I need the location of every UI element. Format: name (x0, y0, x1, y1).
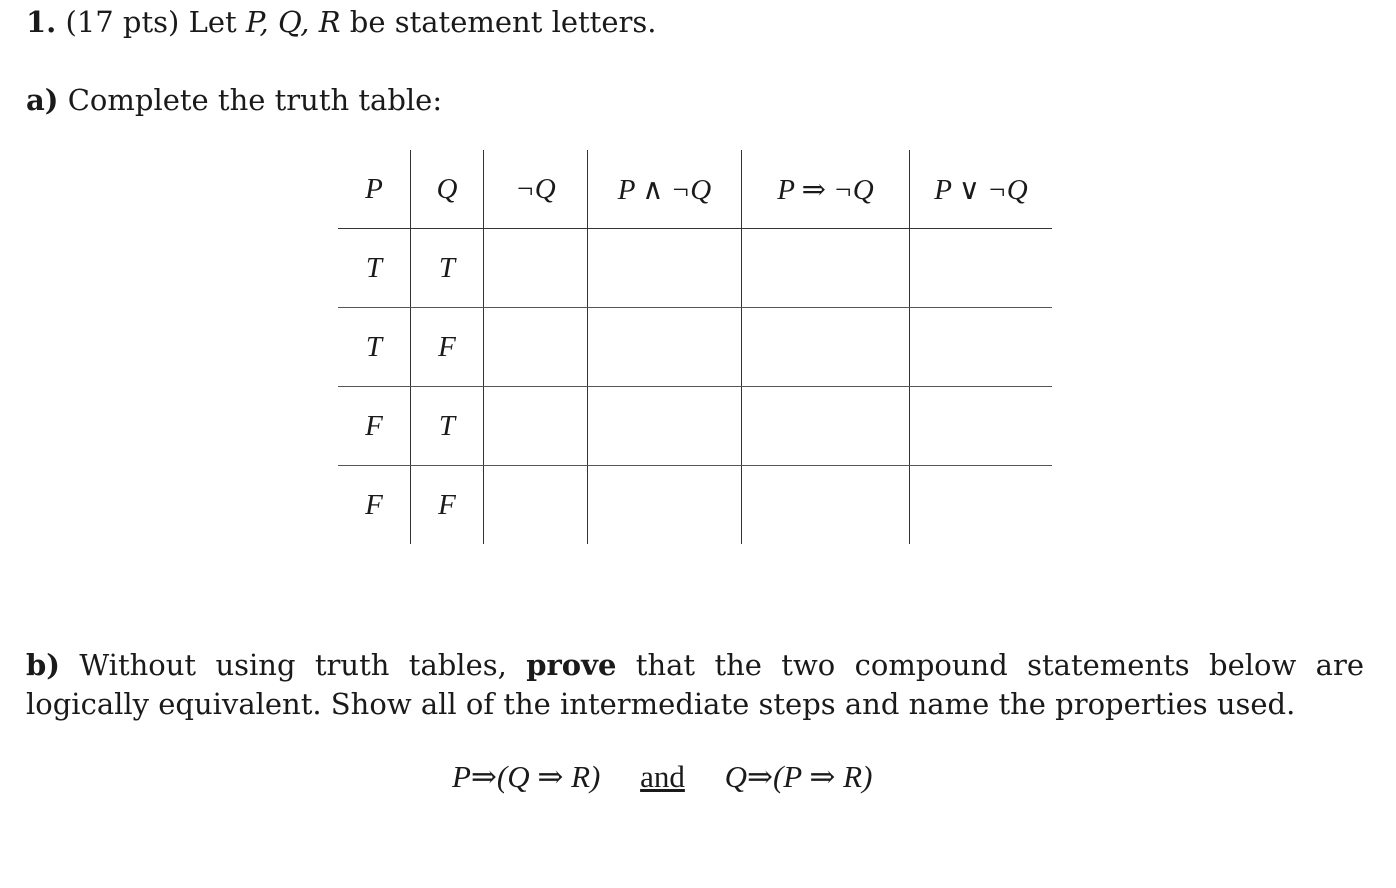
cell-p-and-not-q-blank[interactable] (588, 229, 742, 308)
header-not-q: ¬Q (484, 150, 588, 229)
cell-q: T (411, 387, 484, 466)
cell-p-implies-not-q-blank[interactable] (742, 308, 910, 387)
part-a-label: a) (26, 83, 59, 117)
header-p-implies-not-q: P ⇒ ¬Q (742, 150, 910, 229)
problem-heading (26, 2, 656, 42)
cell-p-and-not-q-blank[interactable] (588, 308, 742, 387)
header-p-and-not-q: P ∧ ¬Q (588, 150, 742, 229)
problem-number: 1. (26, 5, 57, 39)
problem-intro-after: be statement letters. (349, 5, 657, 39)
cell-p-and-not-q-blank[interactable] (588, 387, 742, 466)
cell-p-and-not-q-blank[interactable] (588, 466, 742, 545)
part-b-label: b) (26, 648, 60, 682)
cell-p-implies-not-q-blank[interactable] (742, 466, 910, 545)
cell-p: T (338, 308, 411, 387)
part-b-text-end: that the two compound statements below are logically equivalent. Show all of the intermediate steps and name the properties used. (26, 648, 1364, 721)
cell-p: F (365, 488, 383, 521)
cell-p-or-not-q-blank[interactable] (910, 308, 1053, 387)
cell-p: F (338, 387, 411, 466)
cell-not-q-blank[interactable] (484, 466, 588, 545)
equivalence-statements (452, 756, 872, 798)
cell-not-q-blank[interactable] (484, 308, 588, 387)
right-statement: Q⇒(P ⇒ R) (724, 759, 873, 794)
statement-letters: P, Q, R (245, 5, 341, 39)
header-p-or-not-q: P ∨ ¬Q (910, 150, 1053, 229)
cell-q: T (411, 229, 484, 308)
table-row (338, 308, 1052, 387)
cell-p-implies-not-q-blank[interactable] (742, 229, 910, 308)
table-row (338, 466, 1052, 545)
cell-q: F (411, 308, 484, 387)
statement-connector: and (640, 759, 685, 794)
cell-p-or-not-q-blank[interactable] (910, 229, 1053, 308)
cell-not-q-blank[interactable] (484, 229, 588, 308)
part-b-paragraph (26, 646, 1364, 724)
truth-table-header-row (338, 150, 1052, 229)
problem-intro-before: Let (188, 5, 237, 39)
table-row (338, 229, 1052, 308)
left-statement: P⇒(Q ⇒ R) (452, 759, 601, 794)
cell-p-or-not-q-blank[interactable] (910, 387, 1053, 466)
cell-p: T (338, 229, 411, 308)
cell-p-implies-not-q-blank[interactable] (742, 387, 910, 466)
header-q: Q (411, 150, 484, 229)
part-b-text-start: Without using truth tables, (79, 648, 507, 682)
part-b-emphasis: prove (526, 648, 617, 682)
part-a-instruction: Complete the truth table: (67, 83, 443, 117)
part-a-heading (26, 80, 442, 120)
header-p: P (338, 150, 411, 229)
cell-q: F (411, 466, 484, 545)
truth-table (338, 150, 1052, 544)
table-row (338, 387, 1052, 466)
problem-points: (17 pts) (65, 5, 180, 39)
cell-not-q-blank[interactable] (484, 387, 588, 466)
cell-p-or-not-q-blank[interactable] (910, 466, 1053, 545)
